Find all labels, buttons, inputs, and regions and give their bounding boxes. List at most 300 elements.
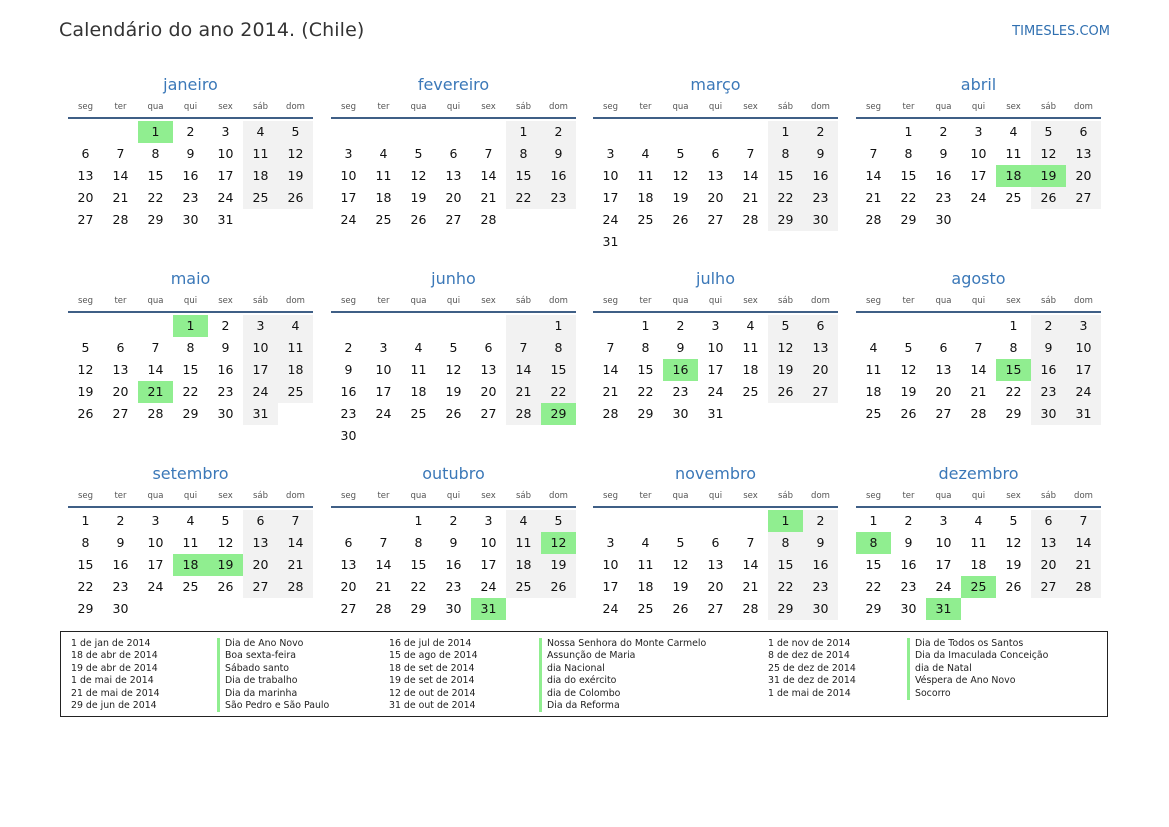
day-cell: 20	[803, 359, 838, 381]
day-cell: 5	[768, 315, 803, 337]
day-cell: 9	[541, 143, 576, 165]
legend-holiday-name: Dia de trabalho	[217, 675, 329, 687]
month-divider	[331, 311, 576, 313]
day-cell: 18	[970, 557, 987, 573]
weekday-label: ter	[377, 102, 390, 112]
weekday-label: sáb	[1040, 102, 1057, 112]
day-cell: 15	[768, 165, 803, 187]
week-row	[856, 532, 1101, 554]
weekday-label: dom	[1074, 296, 1093, 306]
day-cell: 22	[637, 384, 654, 400]
day-cell: 13	[1031, 532, 1066, 554]
day-cell: 15	[900, 168, 917, 184]
month-title: setembro	[152, 464, 229, 483]
day-cell: 9	[116, 535, 125, 551]
day-cell: 9	[939, 146, 948, 162]
empty-day-cell	[856, 315, 891, 337]
legend-date: 29 de jun de 2014	[71, 699, 157, 711]
day-cell: 26	[768, 381, 803, 403]
week-row	[68, 337, 313, 359]
day-cell: 7	[606, 340, 615, 356]
day-cell: 13	[445, 168, 462, 184]
weekday-header	[593, 489, 838, 504]
legend-holiday-name: Assunção de Maria	[539, 650, 706, 662]
day-cell: 10	[602, 557, 619, 573]
legend-date: 21 de mai de 2014	[71, 687, 160, 699]
day-cell: 18	[637, 190, 654, 206]
day-cell: 16	[217, 362, 234, 378]
weekday-label: dom	[811, 102, 830, 112]
day-cell: 23	[803, 187, 838, 209]
empty-day-cell	[1066, 209, 1101, 231]
day-cell: 6	[711, 146, 720, 162]
day-cell: 11	[375, 168, 392, 184]
weekday-label: dom	[549, 102, 568, 112]
day-cell: 22	[182, 384, 199, 400]
day-cell: 2	[1031, 315, 1066, 337]
day-cell: 28	[112, 212, 129, 228]
week-row	[68, 554, 313, 576]
day-cell: 3	[606, 535, 615, 551]
legend-name-column	[907, 638, 1048, 700]
day-cell: 25	[375, 212, 392, 228]
day-cell: 8	[641, 340, 650, 356]
day-cell: 4	[186, 513, 195, 528]
weekday-label: dom	[549, 491, 568, 501]
page-title: Calendário do ano 2014. (Chile)	[59, 19, 365, 41]
day-cell: 11	[278, 337, 313, 359]
day-cell: 14	[970, 362, 987, 378]
day-cell: 30	[803, 598, 838, 620]
holiday-day-cell: 18	[996, 165, 1031, 187]
legend-holiday-name: Sábado santo	[217, 663, 329, 675]
empty-day-cell	[803, 231, 838, 253]
empty-day-cell	[401, 315, 436, 337]
day-cell: 25	[278, 381, 313, 403]
day-cell: 11	[410, 362, 427, 378]
day-cell: 3	[606, 146, 615, 162]
day-cell: 30	[935, 212, 952, 228]
month-divider	[856, 506, 1101, 508]
week-row	[593, 359, 838, 381]
day-cell: 14	[278, 532, 313, 554]
month-title: junho	[431, 269, 476, 288]
day-cell: 28	[742, 601, 759, 617]
day-cell: 2	[344, 340, 353, 356]
legend-holiday-name: Dia de Todos os Santos	[907, 638, 1048, 650]
day-cell: 27	[803, 381, 838, 403]
weekday-header	[68, 100, 313, 115]
week-row	[331, 187, 576, 209]
day-cell: 9	[904, 535, 913, 551]
day-cell: 21	[112, 190, 129, 206]
day-cell: 4	[869, 340, 878, 356]
weekday-label: sáb	[777, 491, 794, 501]
day-cell: 7	[869, 146, 878, 162]
month-divider	[331, 117, 576, 119]
day-cell: 19	[278, 165, 313, 187]
day-cell: 17	[340, 190, 357, 206]
weekday-label: qua	[147, 491, 164, 501]
day-cell: 5	[414, 146, 423, 162]
day-cell: 10	[602, 168, 619, 184]
month-divider	[331, 506, 576, 508]
day-cell: 15	[182, 362, 199, 378]
week-row	[593, 598, 838, 620]
week-row	[68, 403, 313, 425]
day-cell: 30	[900, 601, 917, 617]
day-cell: 6	[1066, 121, 1101, 143]
empty-day-cell	[278, 598, 313, 620]
weekday-label: qui	[708, 491, 723, 501]
weekday-label: sáb	[515, 102, 532, 112]
weekday-header	[331, 100, 576, 115]
day-cell: 4	[746, 318, 755, 333]
month-title: dezembro	[938, 464, 1019, 483]
day-cell: 26	[672, 212, 689, 228]
day-cell: 10	[340, 168, 357, 184]
weekday-header	[593, 294, 838, 309]
day-cell: 29	[865, 601, 882, 617]
day-cell: 14	[602, 362, 619, 378]
day-cell: 3	[1066, 315, 1101, 337]
day-cell: 7	[151, 340, 160, 356]
legend-date: 31 de out de 2014	[389, 699, 476, 711]
weekday-label: sáb	[252, 296, 269, 306]
week-row	[856, 510, 1101, 532]
day-cell: 9	[186, 146, 195, 162]
day-cell: 15	[541, 359, 576, 381]
day-cell: 19	[900, 384, 917, 400]
empty-day-cell	[401, 121, 436, 143]
week-row	[593, 315, 838, 337]
week-row	[856, 337, 1101, 359]
legend-name-column	[539, 638, 706, 712]
empty-day-cell	[68, 315, 103, 337]
day-cell: 26	[541, 576, 576, 598]
day-cell: 5	[676, 146, 685, 162]
empty-day-cell	[1031, 209, 1066, 231]
day-cell: 16	[935, 168, 952, 184]
day-cell: 13	[707, 168, 724, 184]
day-cell: 17	[707, 362, 724, 378]
day-cell: 7	[1066, 510, 1101, 532]
day-cell: 9	[676, 340, 685, 356]
legend-date: 1 de nov de 2014	[768, 638, 851, 649]
empty-day-cell	[541, 598, 576, 620]
holiday-day-cell: 31	[471, 598, 506, 620]
week-row	[593, 143, 838, 165]
day-cell: 29	[410, 601, 427, 617]
day-cell: 7	[379, 535, 388, 551]
day-cell: 29	[637, 406, 654, 422]
empty-day-cell	[593, 121, 628, 143]
legend-holiday-name: Dia da Reforma	[539, 700, 706, 712]
day-cell: 8	[151, 146, 160, 162]
day-cell: 21	[742, 190, 759, 206]
week-row	[593, 403, 838, 425]
day-cell: 4	[641, 146, 650, 162]
day-cell: 3	[221, 124, 230, 139]
weekday-label: ter	[639, 491, 652, 501]
day-cell: 13	[243, 532, 278, 554]
day-cell: 13	[77, 168, 94, 184]
day-cell: 23	[935, 190, 952, 206]
day-cell: 2	[116, 513, 125, 528]
day-cell: 15	[637, 362, 654, 378]
day-cell: 12	[77, 362, 94, 378]
legend-holiday-name: São Pedro e São Paulo	[217, 700, 329, 712]
day-cell: 12	[1005, 535, 1022, 551]
day-cell: 23	[217, 384, 234, 400]
month-calendar	[68, 463, 313, 620]
empty-day-cell	[401, 425, 436, 447]
empty-day-cell	[331, 510, 366, 532]
holiday-day-cell: 1	[138, 121, 173, 143]
holiday-day-cell: 25	[961, 576, 996, 598]
empty-day-cell	[506, 425, 541, 447]
empty-day-cell	[926, 315, 961, 337]
day-cell: 30	[112, 601, 129, 617]
day-cell: 15	[865, 557, 882, 573]
empty-day-cell	[436, 121, 471, 143]
day-cell: 30	[672, 406, 689, 422]
day-cell: 3	[974, 124, 983, 139]
week-row	[856, 121, 1101, 143]
day-cell: 10	[217, 146, 234, 162]
month-calendar	[856, 268, 1101, 425]
day-cell: 10	[375, 362, 392, 378]
day-cell: 1	[1009, 318, 1018, 333]
empty-day-cell	[366, 425, 401, 447]
empty-day-cell	[663, 121, 698, 143]
weekday-label: qua	[672, 491, 689, 501]
day-cell: 31	[217, 212, 234, 228]
empty-day-cell	[628, 121, 663, 143]
day-cell: 18	[865, 384, 882, 400]
day-cell: 24	[602, 601, 619, 617]
week-row	[331, 359, 576, 381]
day-cell: 26	[1005, 579, 1022, 595]
empty-day-cell	[68, 121, 103, 143]
week-row	[856, 315, 1101, 337]
legend-holiday-name: Socorro	[907, 688, 1048, 700]
week-row	[331, 576, 576, 598]
weekday-label: seg	[865, 491, 882, 501]
day-cell: 21	[375, 579, 392, 595]
week-row	[68, 209, 313, 231]
day-cell: 19	[1005, 557, 1022, 573]
day-cell: 10	[707, 340, 724, 356]
day-cell: 1	[768, 121, 803, 143]
day-cell: 20	[935, 384, 952, 400]
day-cell: 9	[221, 340, 230, 356]
empty-day-cell	[506, 315, 541, 337]
day-cell: 22	[410, 579, 427, 595]
empty-day-cell	[541, 209, 576, 231]
empty-day-cell	[436, 425, 471, 447]
day-cell: 29	[900, 212, 917, 228]
month-divider	[593, 311, 838, 313]
empty-day-cell	[331, 315, 366, 337]
day-cell: 22	[768, 576, 803, 598]
weekday-label: qui	[446, 296, 461, 306]
day-cell: 3	[344, 146, 353, 162]
day-cell: 27	[340, 601, 357, 617]
day-cell: 24	[970, 190, 987, 206]
day-cell: 12	[445, 362, 462, 378]
weekday-label: sáb	[777, 296, 794, 306]
weekday-header	[856, 294, 1101, 309]
day-cell: 25	[637, 212, 654, 228]
day-cell: 10	[480, 535, 497, 551]
day-cell: 6	[803, 315, 838, 337]
weekday-label: sex	[1006, 102, 1021, 112]
day-cell: 5	[541, 510, 576, 532]
month-divider	[593, 506, 838, 508]
day-cell: 22	[865, 579, 882, 595]
week-row	[856, 143, 1101, 165]
empty-day-cell	[961, 598, 996, 620]
week-row	[593, 381, 838, 403]
day-cell: 26	[672, 601, 689, 617]
empty-day-cell	[733, 231, 768, 253]
day-cell: 28	[865, 212, 882, 228]
empty-day-cell	[803, 403, 838, 425]
weekday-label: ter	[377, 491, 390, 501]
holiday-day-cell: 29	[541, 403, 576, 425]
week-row	[68, 187, 313, 209]
day-cell: 3	[243, 315, 278, 337]
day-cell: 14	[375, 557, 392, 573]
weekday-label: qui	[971, 296, 986, 306]
empty-day-cell	[366, 510, 401, 532]
day-cell: 13	[935, 362, 952, 378]
empty-day-cell	[733, 510, 768, 532]
weekday-label: ter	[902, 296, 915, 306]
weekday-label: qua	[935, 491, 952, 501]
week-row	[593, 165, 838, 187]
holiday-day-cell: 15	[996, 359, 1031, 381]
legend-date-column	[768, 638, 856, 700]
empty-day-cell	[541, 425, 576, 447]
day-cell: 17	[217, 168, 234, 184]
weekday-label: sáb	[252, 102, 269, 112]
day-cell: 13	[112, 362, 129, 378]
weekday-label: sex	[1006, 296, 1021, 306]
day-cell: 7	[974, 340, 983, 356]
legend-date: 18 de set de 2014	[389, 662, 475, 674]
day-cell: 21	[602, 384, 619, 400]
day-cell: 31	[602, 234, 619, 250]
empty-day-cell	[628, 231, 663, 253]
day-cell: 17	[1066, 359, 1101, 381]
weekday-label: sex	[481, 102, 496, 112]
legend-date: 18 de abr de 2014	[71, 650, 158, 662]
weekday-label: seg	[340, 491, 357, 501]
empty-day-cell	[103, 315, 138, 337]
day-cell: 25	[506, 576, 541, 598]
day-cell: 2	[939, 124, 948, 139]
month-divider	[68, 506, 313, 508]
empty-day-cell	[243, 598, 278, 620]
empty-day-cell	[366, 315, 401, 337]
day-cell: 14	[147, 362, 164, 378]
day-cell: 27	[1031, 576, 1066, 598]
legend-date: 16 de jul de 2014	[389, 638, 472, 649]
day-cell: 20	[340, 579, 357, 595]
legend-name-column	[217, 638, 329, 712]
week-row	[68, 532, 313, 554]
day-cell: 20	[243, 554, 278, 576]
day-cell: 25	[637, 601, 654, 617]
day-cell: 18	[278, 359, 313, 381]
empty-day-cell	[366, 121, 401, 143]
weekday-label: dom	[286, 102, 305, 112]
day-cell: 22	[541, 381, 576, 403]
day-cell: 28	[742, 212, 759, 228]
day-cell: 14	[742, 557, 759, 573]
day-cell: 5	[449, 340, 458, 356]
weekday-label: qua	[410, 296, 427, 306]
legend-date: 31 de dez de 2014	[768, 675, 856, 687]
day-cell: 6	[344, 535, 353, 551]
day-cell: 16	[803, 165, 838, 187]
day-cell: 19	[768, 359, 803, 381]
weekday-header	[331, 294, 576, 309]
day-cell: 22	[900, 190, 917, 206]
day-cell: 28	[375, 601, 392, 617]
site-brand-link[interactable]: TIMESLES.COM	[1012, 24, 1110, 39]
week-row	[593, 554, 838, 576]
day-cell: 24	[340, 212, 357, 228]
legend-holiday-name: Dia da Imaculada Conceição	[907, 650, 1048, 662]
day-cell: 25	[243, 187, 278, 209]
empty-day-cell	[471, 121, 506, 143]
day-cell: 25	[182, 579, 199, 595]
day-cell: 1	[641, 318, 650, 333]
holiday-day-cell: 19	[208, 554, 243, 576]
day-cell: 16	[112, 557, 129, 573]
weekday-label: qui	[446, 102, 461, 112]
week-row	[68, 165, 313, 187]
day-cell: 5	[1031, 121, 1066, 143]
day-cell: 30	[445, 601, 462, 617]
day-cell: 14	[506, 359, 541, 381]
legend-date: 1 de jan de 2014	[71, 638, 151, 649]
week-row	[856, 209, 1101, 231]
day-cell: 29	[768, 598, 803, 620]
week-row	[856, 359, 1101, 381]
day-cell: 22	[147, 190, 164, 206]
month-title: março	[690, 75, 741, 94]
weekday-label: qui	[708, 102, 723, 112]
day-cell: 17	[480, 557, 497, 573]
weekday-label: sáb	[252, 491, 269, 501]
empty-day-cell	[856, 121, 891, 143]
week-row	[68, 121, 313, 143]
weekday-label: qua	[410, 491, 427, 501]
week-row	[68, 381, 313, 403]
day-cell: 16	[182, 168, 199, 184]
holiday-day-cell: 21	[138, 381, 173, 403]
weekday-label: qui	[183, 296, 198, 306]
weekday-label: seg	[340, 296, 357, 306]
weekday-label: seg	[602, 296, 619, 306]
day-cell: 21	[865, 190, 882, 206]
day-cell: 15	[77, 557, 94, 573]
month-divider	[593, 117, 838, 119]
